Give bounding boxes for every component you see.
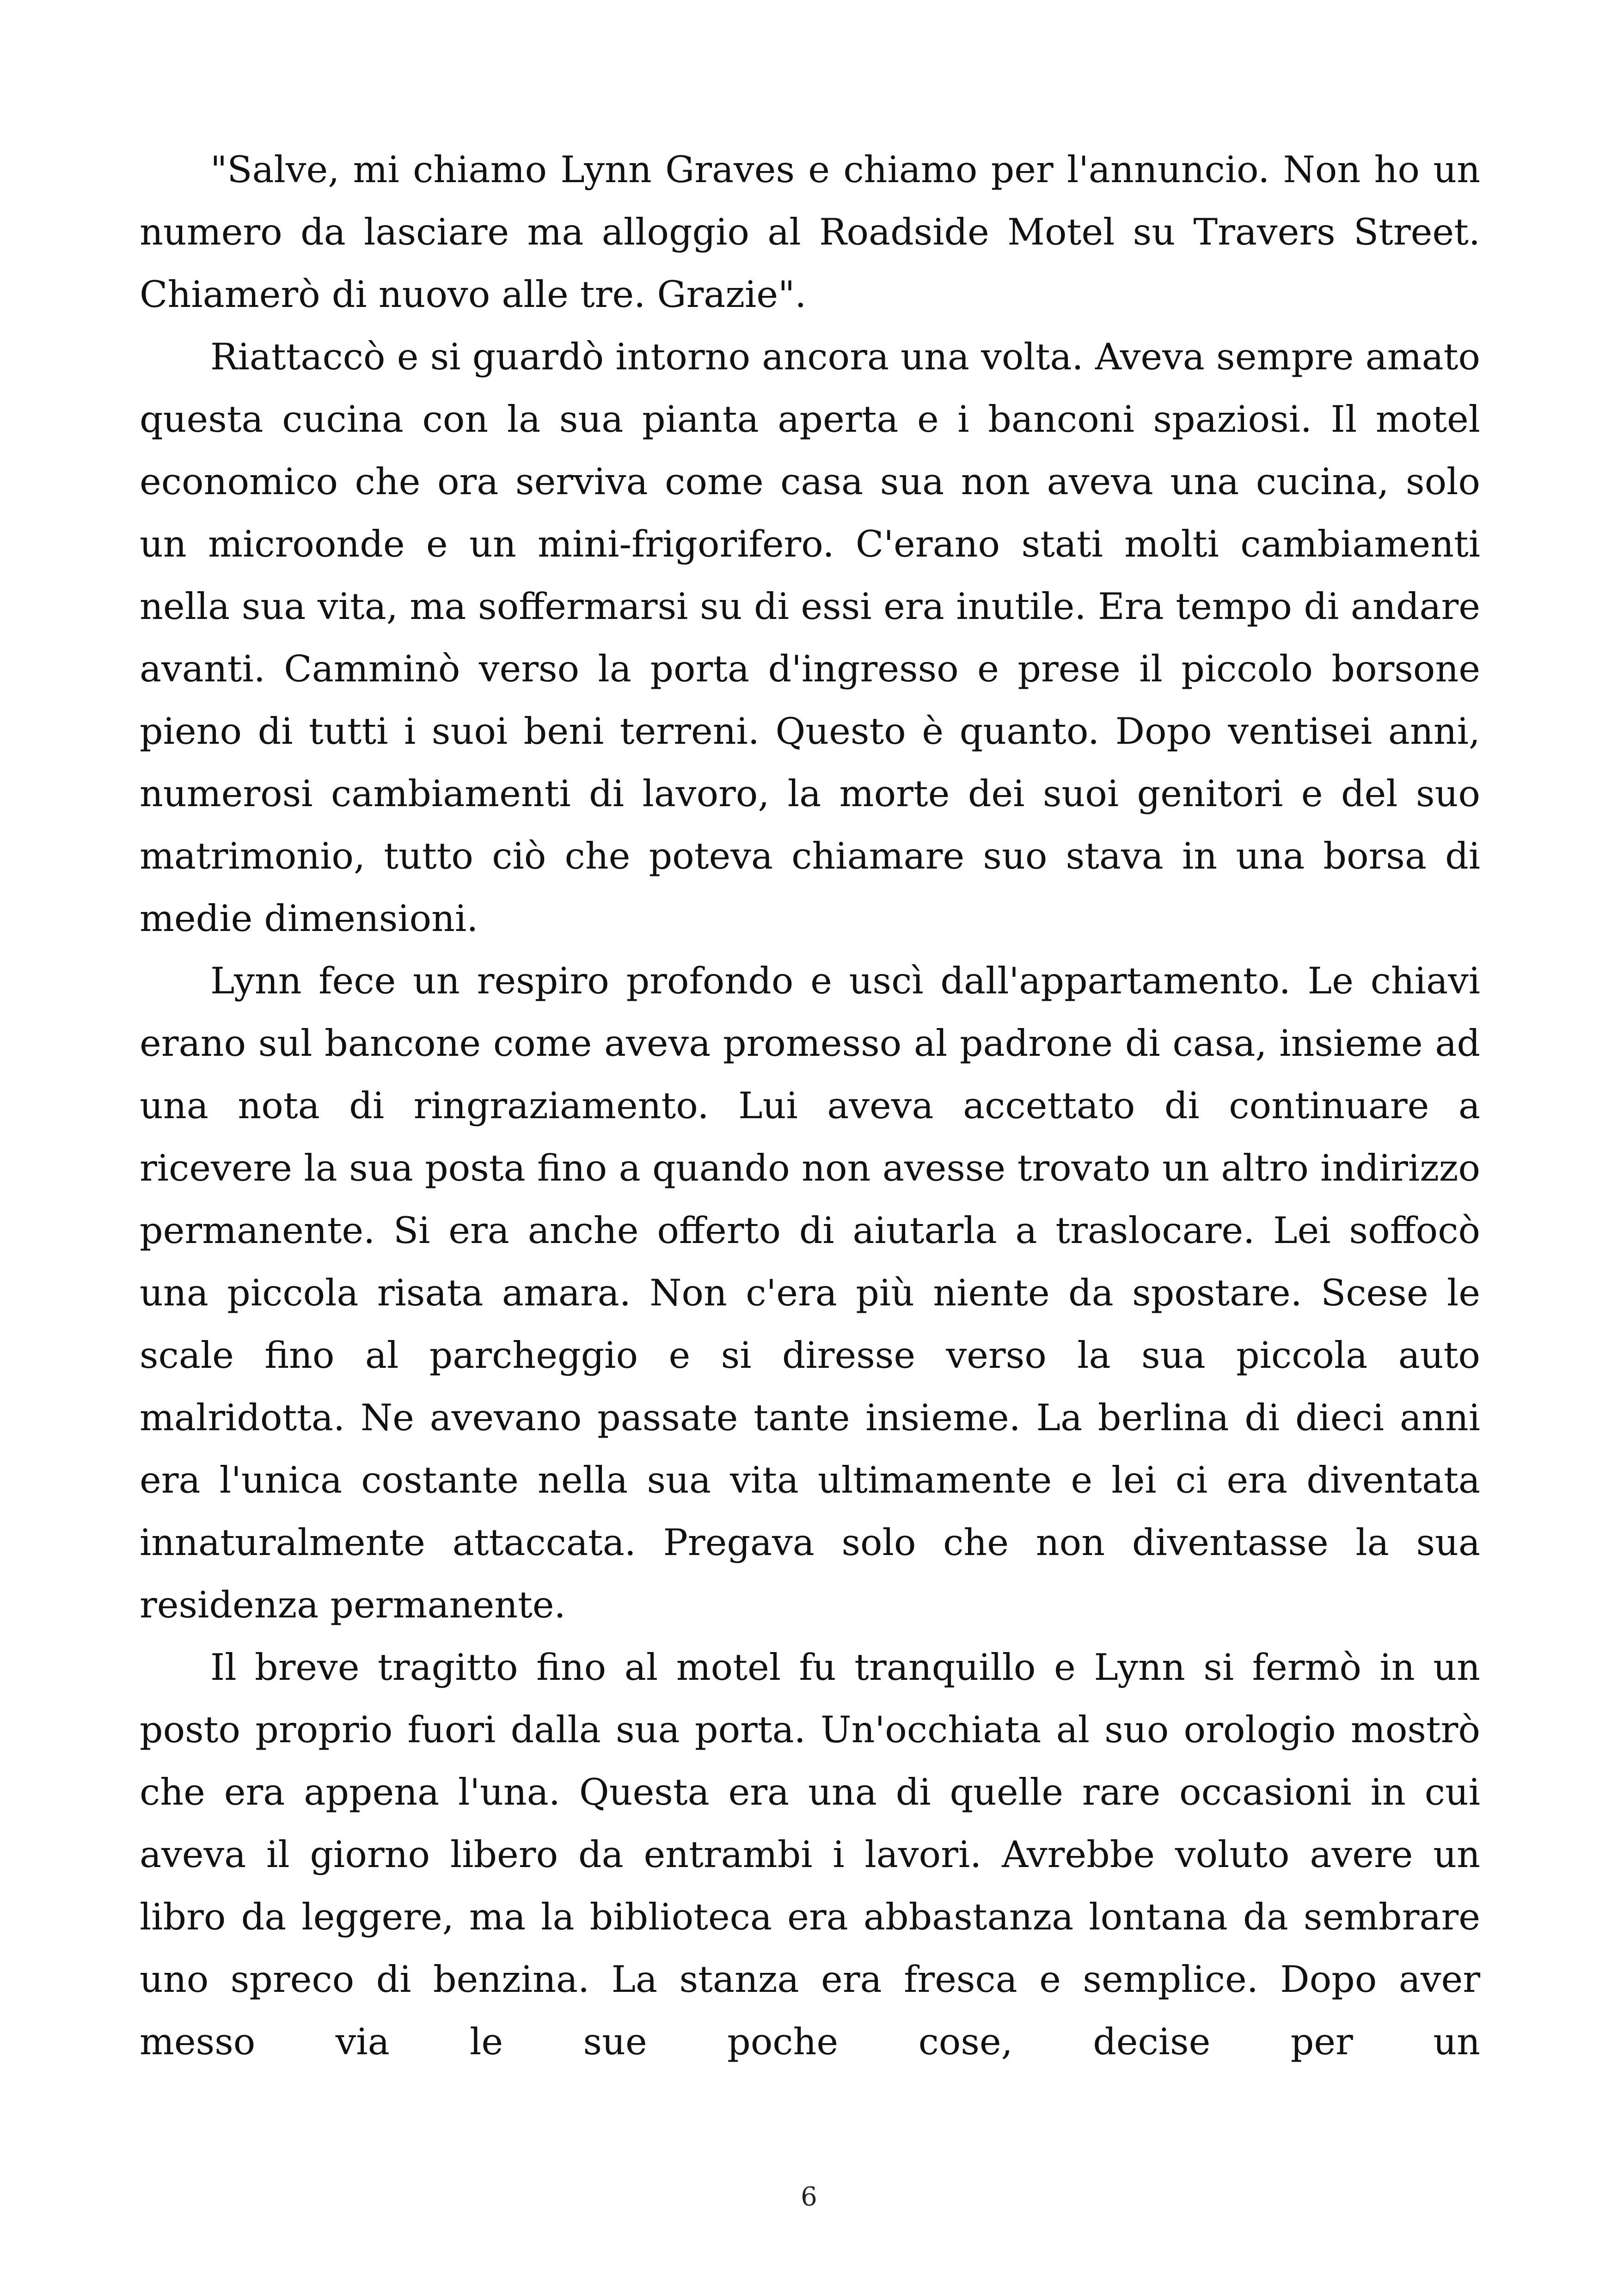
paragraph-3: Lynn fece un respiro profondo e uscì dall'appartamento. Le chiavi erano sul bancone come aveva promesso al padrone di casa, insieme ad una nota di ringraziamento. Lui aveva accettato di continuare a ricevere la sua posta fino a quando non avesse trovato un altro indirizzo permanente. Si era anche offerto di aiutarla a traslocare. Lei soffocò una piccola risata amara. Non c'era più niente da spostare. Scese le scale fino al parcheggio e si diresse verso la sua piccola auto malridotta. Ne avevano passate tante insieme. La berlina di dieci anni era l'unica costante nella sua vita ultimamente e lei ci era diventata innaturalmente attaccata. Pregava solo che non diventasse la sua residenza permanente. [140,960,1480,1626]
page-number: 6 [801,2182,817,2212]
body-text [140,139,1480,2073]
paragraph-2: Riattaccò e si guardò intorno ancora una volta. Aveva sempre amato questa cucina con la sua pianta aperta e i banconi spaziosi. Il motel economico che ora serviva come casa sua non aveva una cucina, solo un microonde e un mini-frigorifero. C'erano stati molti cambiamenti nella sua vita, ma soffermarsi su di essi era inutile. Era tempo di andare avanti. Camminò verso la porta d'ingresso e prese il piccolo borsone pieno di tutti i suoi beni terreni. Questo è quanto. Dopo ventisei anni, numerosi cambiamenti di lavoro, la morte dei suoi genitori e del suo matrimonio, tutto ciò che poteva chiamare suo stava in una borsa di medie dimensioni. [140,336,1480,940]
paragraph-1: "Salve, mi chiamo Lynn Graves e chiamo per l'annuncio. Non ho un numero da lasciare ma alloggio al Roadside Motel su Travers Street. Chiamerò di nuovo alle tre. Grazie". [140,148,1480,316]
paragraph-4: Il breve tragitto fino al motel fu tranquillo e Lynn si fermò in un posto proprio fuori dalla sua porta. Un'occhiata al suo orologio mostrò che era appena l'una. Questa era una di quelle rare occasioni in cui aveva il giorno libero da entrambi i lavori. Avrebbe voluto avere un libro da leggere, ma la biblioteca era abbastanza lontana da sembrare uno spreco di benzina. La stanza era fresca e semplice. Dopo aver messo via le sue poche cose, decise per un [140,1646,1480,2063]
